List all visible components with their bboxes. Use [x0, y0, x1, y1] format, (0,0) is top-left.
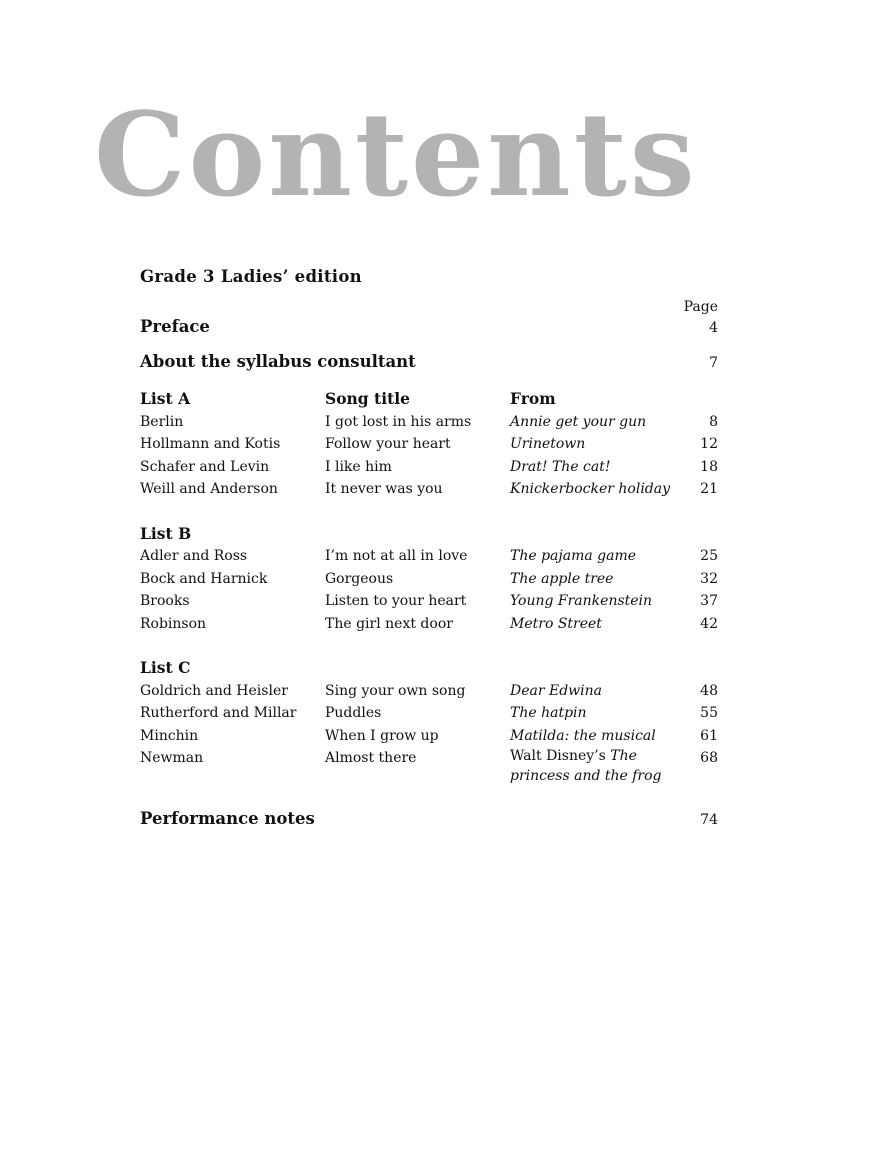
show-title [510, 747, 690, 786]
page-number: 12 [700, 436, 718, 452]
song-title: When I grow up [325, 727, 439, 744]
composer: Minchin [140, 727, 199, 744]
list-label: List C [140, 658, 191, 677]
toc-entry-page: 7 [709, 355, 718, 371]
toc-entry-consultant[interactable] [140, 351, 718, 374]
page-number: 25 [700, 548, 718, 564]
composer: Brooks [140, 593, 190, 609]
composer: Goldrich and Heisler [140, 682, 288, 699]
table-row[interactable] [140, 680, 718, 703]
table-row[interactable] [140, 545, 718, 568]
composer: Berlin [140, 413, 184, 430]
table-row[interactable] [140, 747, 718, 786]
from-column-header: From [510, 389, 556, 408]
table-row[interactable] [140, 568, 718, 591]
toc-entry-preface[interactable] [140, 316, 718, 339]
list-label: List B [140, 523, 192, 543]
list-label: List A [140, 389, 191, 408]
song-title: It never was you [325, 481, 443, 497]
song-title: Follow your heart [325, 436, 451, 452]
show-title-prefix: Walt Disney’s [510, 748, 611, 764]
edition-heading: Grade 3 Ladies’ edition [140, 267, 362, 286]
page-column-label: Page [683, 299, 718, 315]
show-title: The pajama game [510, 548, 637, 564]
song-title: I’m not at all in love [325, 548, 468, 564]
song-title: Listen to your heart [325, 593, 467, 609]
composer: Rutherford and Millar [140, 705, 297, 721]
contents-body [140, 266, 718, 831]
song-title: Puddles [325, 705, 382, 721]
composer: Weill and Anderson [140, 481, 278, 497]
page-number: 42 [700, 615, 718, 632]
page-number: 32 [700, 570, 718, 587]
page-number: 8 [709, 413, 718, 430]
show-title: Drat! The cat! [510, 458, 611, 475]
table-row[interactable] [140, 478, 718, 501]
list-c-header [140, 657, 718, 680]
toc-entry-page: 74 [700, 812, 718, 828]
toc-entry-label: Preface [140, 317, 210, 336]
table-row[interactable] [140, 613, 718, 636]
page-number: 37 [700, 593, 718, 609]
table-row[interactable] [140, 725, 718, 748]
table-row[interactable] [140, 590, 718, 613]
composer: Newman [140, 750, 204, 766]
page-number: 21 [700, 481, 718, 497]
show-title: Dear Edwina [510, 682, 603, 699]
song-title: Almost there [325, 750, 417, 766]
table-row[interactable] [140, 411, 718, 434]
song-title: The girl next door [325, 615, 453, 632]
composer: Hollmann and Kotis [140, 436, 281, 452]
composer: Adler and Ross [140, 548, 248, 564]
page-number: 55 [700, 705, 718, 721]
list-b-header [140, 523, 718, 546]
list-a-header [140, 388, 718, 411]
toc-entry-label: Performance notes [140, 809, 315, 828]
song-title: I got lost in his arms [325, 413, 472, 430]
toc-entry-label: About the syllabus consultant [140, 352, 416, 371]
show-title-name: The princess and the frog [510, 748, 662, 784]
show-title: The hatpin [510, 705, 587, 721]
song-title: Gorgeous [325, 570, 394, 587]
toc-entry-performance-notes[interactable] [140, 808, 718, 831]
page-number: 61 [700, 727, 718, 744]
show-title: The apple tree [510, 570, 614, 587]
page-title: Contents [94, 88, 698, 223]
table-row[interactable] [140, 433, 718, 456]
composer: Robinson [140, 615, 207, 632]
composer: Schafer and Levin [140, 458, 270, 475]
show-title: Urinetown [510, 436, 586, 452]
show-title: Knickerbocker holiday [510, 481, 671, 497]
composer: Bock and Harnick [140, 570, 268, 587]
table-row[interactable] [140, 456, 718, 479]
song-title-column-header: Song title [325, 389, 410, 408]
page-number: 68 [700, 750, 718, 766]
show-title: Young Frankenstein [510, 593, 653, 609]
page-number: 48 [700, 682, 718, 699]
page-number: 18 [700, 458, 718, 475]
show-title: Metro Street [510, 615, 602, 632]
table-row[interactable] [140, 702, 718, 725]
song-title: Sing your own song [325, 682, 466, 699]
show-title: Matilda: the musical [510, 727, 656, 744]
show-title: Annie get your gun [510, 413, 647, 430]
toc-entry-page: 4 [709, 320, 718, 336]
song-title: I like him [325, 458, 392, 475]
